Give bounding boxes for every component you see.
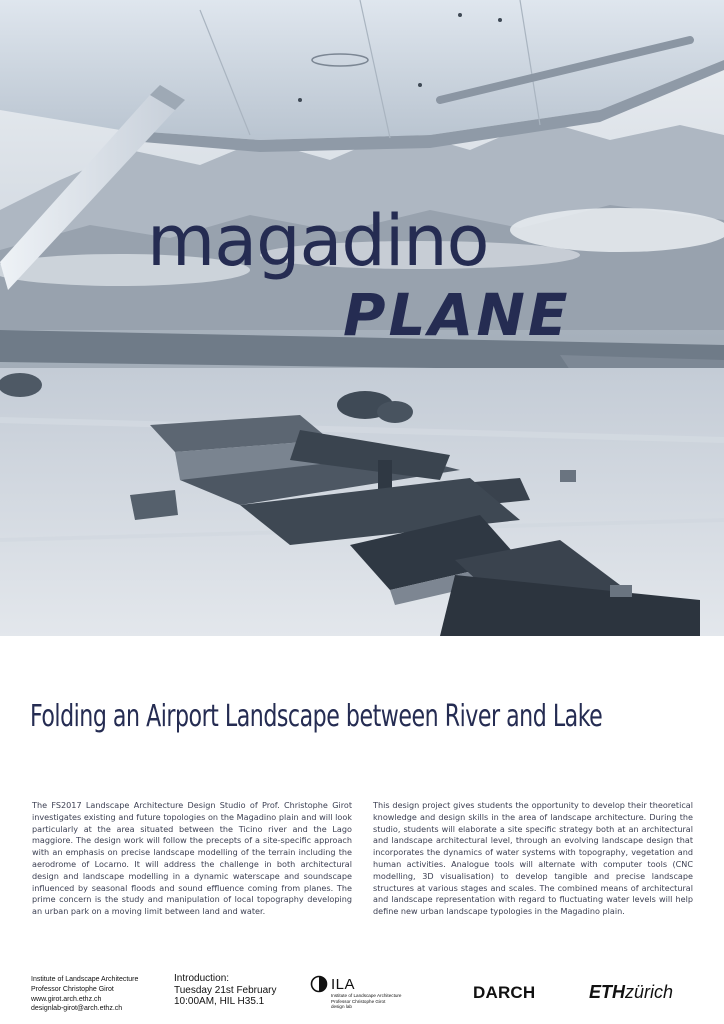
intro-label: Introduction: (174, 973, 230, 984)
eth-logo-rest: zürich (625, 982, 674, 1002)
eth-zurich-logo (589, 982, 673, 1003)
institute-name: Institute of Landscape Architecture (31, 976, 139, 983)
body-text-left: The FS2017 Landscape Architecture Design Studio of Prof. Christophe Girot investigates existing and future topologies on the Magadino plain and will look particularly at the area situated between the Ticino river and the Lago maggiore. The design work will follow the precepts of a site-specific approach with an emphasis on precise landscape modelling of the terrain including the aerodrome of Locarno. It will address the challenge in both architectural design and landscape modelling in a dynamic waterscape and soundscape influenced by seasonal floods and sound effluence coming from planes. The prime concern is the study and manipulation of local topography developing an urban park on a moving limit between land and water. (32, 800, 352, 917)
eth-logo-bold: ETH (589, 982, 625, 1002)
headline: Folding an Airport Landscape between River and Lake (30, 699, 603, 734)
body-text-right: This design project gives students the opportunity to develop their theoretical knowledge and design skills in the area of landscape architecture. During the studio, students will elaborate a site specific strategy both at an architectural and landscape architectural level, through an evolving landscape design that incorporates the dynamics of water systems with topography, vegetation and human activities. Analogue tools will alternate with computer tools (CNC modelling, 3D visualisation) to develop tangible and precise landscape structures at various stages and scales. The combined means of architectural and landscape representation with regard to fluctuating water levels will help define new urban landscape typologies in the Magadino plain. (373, 800, 693, 917)
email-link[interactable]: designlab-girot@arch.ethz.ch (31, 1005, 123, 1013)
intro-date: Tuesday 21st February (174, 984, 277, 996)
contact-info (31, 975, 138, 1014)
ila-subtitle (331, 993, 401, 1010)
website-link[interactable]: www.girot.arch.ethz.ch (31, 995, 102, 1003)
ila-circle-icon (310, 975, 328, 993)
intro-time: 10:00AM, HIL H35.1 (174, 996, 265, 1008)
introduction-info (174, 973, 276, 1008)
ila-name: ILA (331, 976, 356, 993)
poster-title-magadino: magadino (147, 200, 489, 282)
professor-name: Professor Christophe Girot (31, 985, 114, 993)
poster-title-plane: PLANE (343, 281, 571, 349)
ila-line-3: design lab (331, 1004, 352, 1010)
darch-logo: DARCH (473, 983, 536, 1002)
ila-line-2: Professor Christophe Girot (331, 998, 386, 1004)
ila-line-1: Institute of Landscape Architecture (331, 993, 402, 998)
